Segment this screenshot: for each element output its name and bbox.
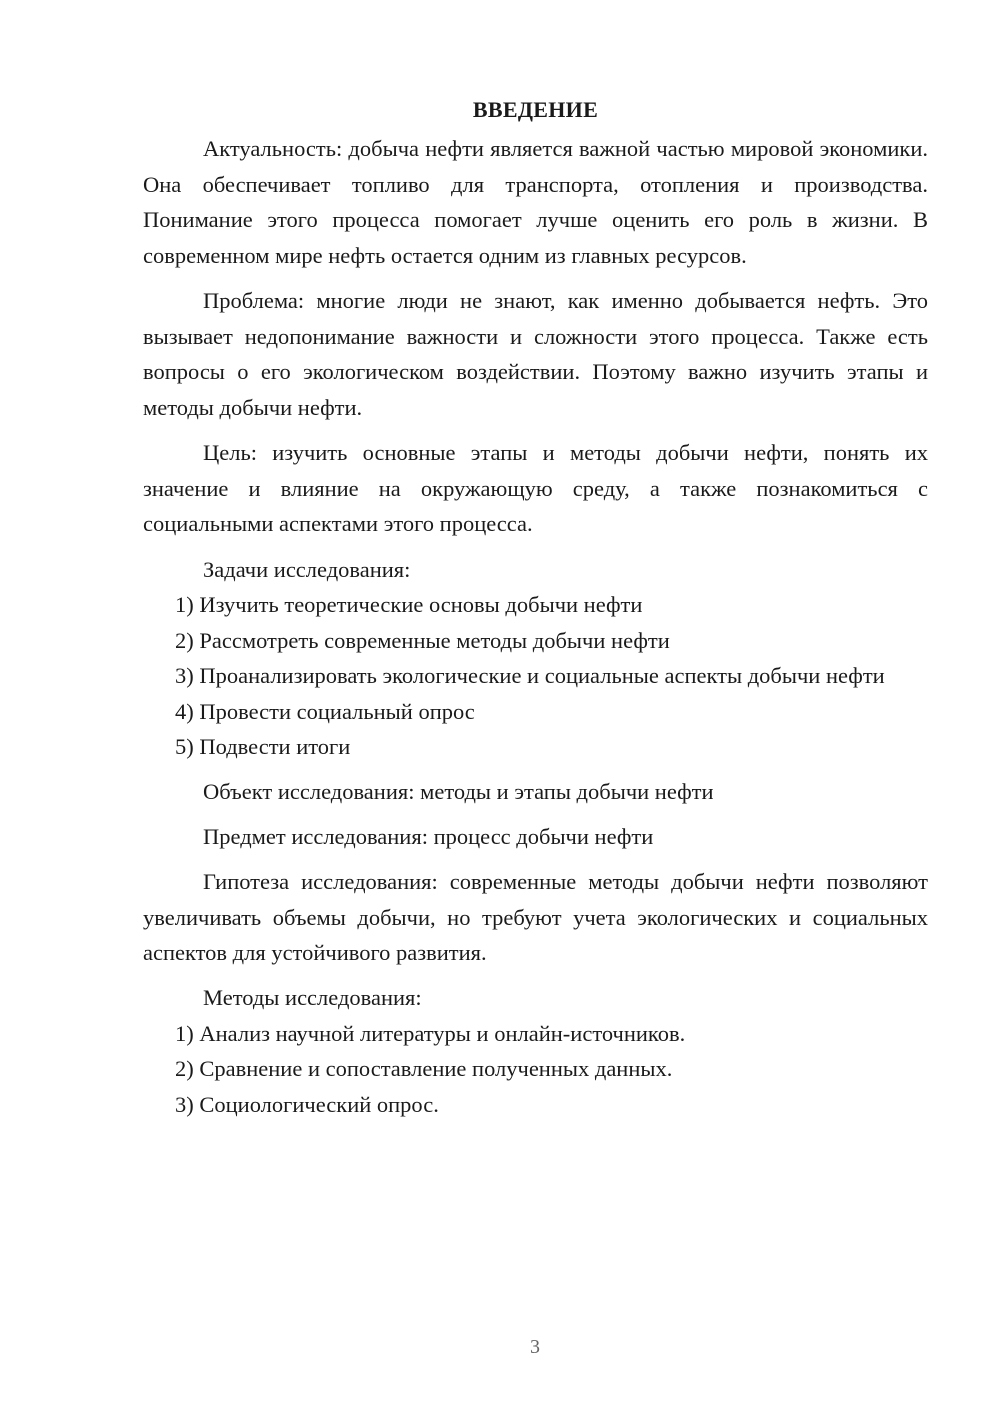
relevance-paragraph: Актуальность: добыча нефти является важной частью мировой экономики. Она обеспечивает топливо для транспорта, отопления и производства. Понимание этого процесса помогает лучше оценить его роль в жизни. В современном мире нефть остается одним из главных ресурсов. (143, 136, 928, 268)
task-item: 4) Провести социальный опрос (175, 698, 475, 724)
goal-paragraph: Цель: изучить основные этапы и методы добычи нефти, понять их значение и влияние на окружающую среду, а также познакомиться с социальными аспектами этого процесса. (143, 440, 928, 536)
tasks-list (143, 587, 928, 765)
method-item: 3) Социологический опрос. (175, 1091, 439, 1117)
task-item: 5) Подвести итоги (175, 734, 351, 759)
method-item: 1) Анализ научной литературы и онлайн-источников. (175, 1020, 686, 1046)
tasks-heading: Задачи исследования: (203, 556, 411, 582)
subject-paragraph: Предмет исследования: процесс добычи нефти (203, 824, 654, 849)
section-title: ВВЕДЕНИЕ (472, 97, 599, 122)
task-item: 2) Рассмотреть современные методы добычи нефти (175, 627, 670, 653)
methods-list (143, 1016, 928, 1123)
page-number: 3 (530, 1336, 540, 1358)
task-item: 1) Изучить теоретические основы добычи нефти (175, 592, 643, 617)
methods-heading: Методы исследования: (203, 985, 422, 1010)
object-paragraph: Объект исследования: методы и этапы добычи нефти (203, 779, 714, 804)
page-content (143, 92, 928, 1122)
hypothesis-paragraph: Гипотеза исследования: современные методы добычи нефти позволяют увеличивать объемы добычи, но требуют учета экологических и социальных аспектов для устойчивого развития. (143, 869, 928, 965)
method-item: 2) Сравнение и сопоставление полученных данных. (175, 1056, 673, 1081)
problem-paragraph: Проблема: многие люди не знают, как именно добывается нефть. Это вызывает недопонимание важности и сложности этого процесса. Также есть вопросы о его экологическом воздействии. Поэтому важно изучить этапы и методы добычи нефти. (143, 288, 928, 420)
task-item: 3) Проанализировать экологические и социальные аспекты добычи нефти (175, 663, 885, 688)
